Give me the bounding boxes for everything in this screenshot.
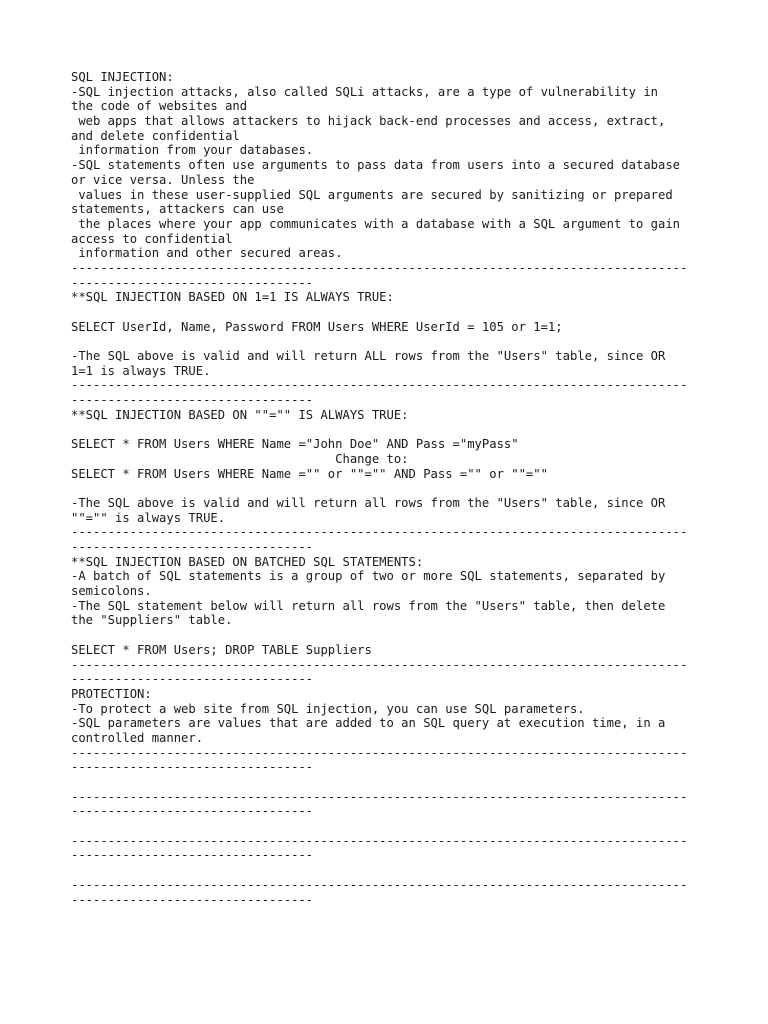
document-line: -SQL injection attacks, also called SQLi attacks, are a type of vulnerability in <box>71 84 658 99</box>
document-line: information from your databases. <box>71 143 314 158</box>
document-line: Change to: <box>71 451 409 466</box>
document-line: **SQL INJECTION BASED ON 1=1 IS ALWAYS TRUE: <box>71 290 394 305</box>
document-line: --------------------------------- <box>71 892 314 907</box>
document-line: web apps that allows attackers to hijack back-end processes and access, extract, <box>71 114 666 129</box>
document-line: -SQL parameters are values that are added to an SQL query at execution time, in a <box>71 716 666 731</box>
document-line: values in these user-supplied SQL arguments are secured by sanitizing or prepared <box>71 187 673 202</box>
document-line: SQL INJECTION: <box>71 70 174 84</box>
document-line: --------------------------------- <box>71 804 314 819</box>
document-line: ------------------------------------------------------------------------------------ <box>71 525 688 540</box>
document-line: statements, attackers can use <box>71 202 284 217</box>
document-line: -A batch of SQL statements is a group of two or more SQL statements, separated by <box>71 569 666 584</box>
document-line: SELECT UserId, Name, Password FROM Users WHERE UserId = 105 or 1=1; <box>71 319 563 334</box>
document-line: -The SQL above is valid and will return all rows from the "Users" table, since OR <box>71 495 666 510</box>
document-line: -The SQL above is valid and will return ALL rows from the "Users" table, since OR <box>71 349 666 364</box>
document-line: information and other secured areas. <box>71 246 343 261</box>
document-line: -The SQL statement below will return all rows from the "Users" table, then delete <box>71 598 666 613</box>
document-line <box>71 628 711 643</box>
document-line <box>71 334 711 349</box>
document-line <box>71 863 711 878</box>
document-line: ""="" is always TRUE. <box>71 510 226 525</box>
document-line: ------------------------------------------------------------------------------------ <box>71 378 688 393</box>
document-line: or vice versa. Unless the <box>71 172 255 187</box>
document-line: -SQL statements often use arguments to pass data from users into a secured database <box>71 158 681 173</box>
document-line: semicolons. <box>71 584 152 599</box>
document-line: --------------------------------- <box>71 672 314 687</box>
document-line: --------------------------------- <box>71 540 314 554</box>
document-line: ------------------------------------------------------------------------------------ <box>71 745 688 760</box>
document-line: ------------------------------------------------------------------------------------ <box>71 789 688 804</box>
document-line: 1=1 is always TRUE. <box>71 363 211 378</box>
document-line: the places where your app communicates with a database with a SQL argument to gain <box>71 216 681 231</box>
document-line: **SQL INJECTION BASED ON ""="" IS ALWAYS TRUE: <box>71 407 409 422</box>
document-line: ------------------------------------------------------------------------------------ <box>71 833 688 848</box>
document-line: -To protect a web site from SQL injection, you can use SQL parameters. <box>71 701 585 716</box>
document-line: **SQL INJECTION BASED ON BATCHED SQL STATEMENTS: <box>71 554 424 569</box>
document-line: controlled manner. <box>71 730 204 745</box>
document-line: --------------------------------- <box>71 275 314 290</box>
document-line <box>71 819 711 834</box>
document-line: PROTECTION: <box>71 686 152 701</box>
document-line <box>71 423 711 438</box>
document-line: the code of websites and <box>71 99 248 114</box>
document-line: --------------------------------- <box>71 848 314 863</box>
document-line: and delete confidential <box>71 128 240 143</box>
document-line: SELECT * FROM Users WHERE Name ="" or ""="" AND Pass ="" or ""="" <box>71 466 548 481</box>
document-line: ------------------------------------------------------------------------------------ <box>71 260 688 275</box>
document-line: --------------------------------- <box>71 760 314 775</box>
document-line <box>71 481 711 496</box>
document-line <box>71 775 711 790</box>
document-line: SELECT * FROM Users WHERE Name ="John Doe" AND Pass ="myPass" <box>71 437 519 452</box>
document-line: the "Suppliers" table. <box>71 613 233 628</box>
document-line: ------------------------------------------------------------------------------------ <box>71 657 688 672</box>
document-line: --------------------------------- <box>71 393 314 408</box>
text-document <box>71 70 711 907</box>
document-line <box>71 305 711 320</box>
document-line: access to confidential <box>71 231 233 246</box>
document-line: SELECT * FROM Users; DROP TABLE Suppliers <box>71 642 372 657</box>
document-line: ------------------------------------------------------------------------------------ <box>71 877 688 892</box>
